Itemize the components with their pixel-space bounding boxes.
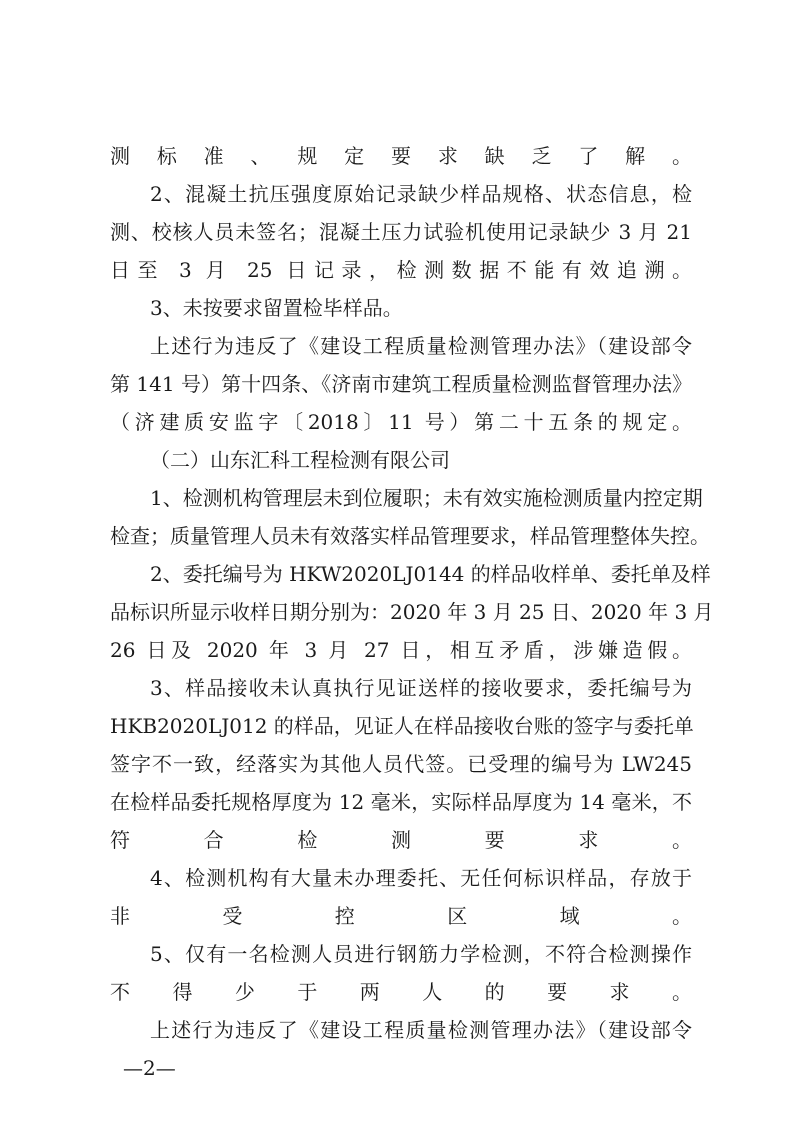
text-line: 不得少于两人的要求。: [110, 980, 692, 1004]
text-line: 1、检测机构管理层未到位履职；未有效实施检测质量内控定期: [150, 486, 703, 510]
page-number: —2—: [123, 1056, 176, 1080]
text-line: （济建质安监字〔2018〕11 号）第二十五条的规定。: [110, 410, 692, 434]
text-line: 3、样品接收未认真执行见证送样的接收要求，委托编号为: [150, 676, 692, 700]
text-line: 上述行为违反了《建设工程质量检测管理办法》（建设部令: [150, 334, 692, 358]
text-line: 检查；质量管理人员未有效落实样品管理要求，样品管理整体失控。: [110, 524, 710, 548]
section-heading: （二）山东汇科工程检测有限公司: [150, 448, 450, 472]
text-line: 非受控区域。: [110, 904, 692, 928]
text-line: 2、委托编号为 HKW2020LJ0144 的样品收样单、委托单及样: [150, 562, 711, 586]
text-line: 3、未按要求留置检毕样品。: [150, 296, 403, 320]
text-line: 26 日及 2020 年 3 月 27 日，相互矛盾，涉嫌造假。: [110, 638, 692, 662]
text-line: 4、检测机构有大量未办理委托、无任何标识样品，存放于: [150, 866, 692, 890]
text-line: 签字不一致，经落实为其他人员代签。已受理的编号为 LW245: [110, 752, 692, 776]
text-line: 5、仅有一名检测人员进行钢筋力学检测，不符合检测操作: [150, 942, 692, 966]
text-line: 品标识所显示收样日期分别为：2020 年 3 月 25 日、2020 年 3 月: [110, 600, 714, 624]
text-line: 2、混凝土抗压强度原始记录缺少样品规格、状态信息，检: [150, 182, 692, 206]
text-line: 上述行为违反了《建设工程质量检测管理办法》（建设部令: [150, 1018, 692, 1042]
text-line: 测标准、规定要求缺乏了解。: [110, 144, 692, 168]
text-line: 测、校核人员未签名；混凝土压力试验机使用记录缺少 3 月 21: [110, 220, 692, 244]
text-line: 在检样品委托规格厚度为 12 毫米，实际样品厚度为 14 毫米，不: [110, 790, 692, 814]
text-line: 第 141 号）第十四条、《济南市建筑工程质量检测监督管理办法》: [110, 372, 692, 396]
text-line: HKB2020LJ012 的样品，见证人在样品接收台账的签字与委托单: [110, 714, 694, 738]
text-line: 日至 3 月 25 日记录，检测数据不能有效追溯。: [110, 258, 692, 282]
text-line: 符合检测要求。: [110, 828, 692, 852]
